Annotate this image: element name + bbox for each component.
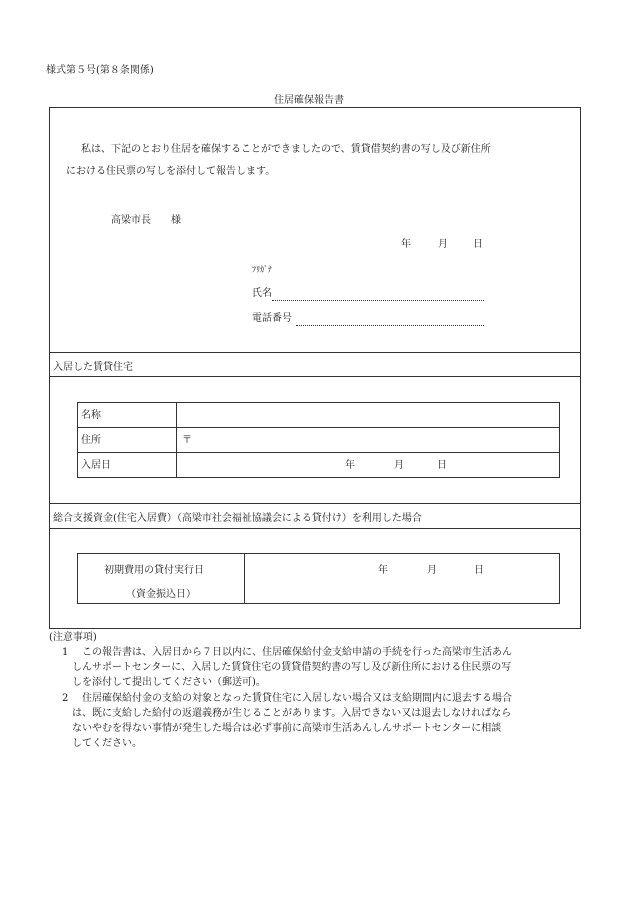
- divider: [49, 503, 581, 504]
- note-2-line-4: してください。: [72, 738, 142, 749]
- fund-day-label: 日: [474, 565, 484, 576]
- movein-year-label: 年: [345, 460, 355, 471]
- notes-heading: (注意事項): [49, 632, 97, 643]
- housing-address-label: 住所: [81, 435, 101, 446]
- note-2-number: 2: [62, 693, 69, 704]
- note-1-line-2: しんサポートセンターに、入居した賃貸住宅の賃貸借契約書の写し及び新住所における住民票の写: [72, 662, 512, 673]
- divider: [49, 376, 581, 377]
- fund-section-heading: 総合支援資金(住宅入居費）（高梁市社会福祉協議会による貸付け）を利用した場合: [53, 513, 422, 524]
- note-2-line-3: ないやむを得ない事情が発生した場合は必ず事前に高梁市生活あんしんサポートセンターに相談: [72, 723, 502, 734]
- housing-section-heading: 入居した賃貸住宅: [53, 362, 133, 373]
- movein-month-label: 月: [394, 460, 404, 471]
- note-1-number: 1: [62, 647, 69, 658]
- housing-table: [77, 402, 560, 478]
- date-year-label: 年: [401, 239, 411, 250]
- movein-date-label: 入居日: [81, 460, 111, 471]
- intro-line-2: における住民票の写しを添付して報告します。: [66, 166, 276, 177]
- phone-entry-line[interactable]: [296, 325, 484, 326]
- intro-line-1: 私は、下記のとおり住居を確保することができましたので、賃貸借契約書の写し及び新住所: [81, 144, 491, 155]
- note-2-line-1: 住居確保給付金の支給の対象となった賃貸住宅に入居しない場合又は支給期間内に退去する場合: [82, 693, 512, 704]
- table-column-divider: [244, 553, 245, 604]
- divider: [49, 352, 581, 353]
- addressee: 高梁市長 様: [111, 215, 181, 226]
- furigana-label: ﾌﾘｶﾞﾅ: [252, 265, 272, 274]
- table-row-divider: [77, 427, 560, 428]
- postal-mark: 〒: [182, 435, 192, 446]
- note-1-line-3: しを添付して提出してください（郵送可)。: [72, 677, 266, 688]
- housing-name-label: 名称: [81, 410, 101, 421]
- name-entry-line[interactable]: [272, 300, 484, 301]
- page-title: 住居確保報告書: [274, 95, 344, 106]
- table-column-divider: [176, 402, 177, 478]
- name-label: 氏名: [252, 288, 272, 299]
- table-row-divider: [77, 452, 560, 453]
- date-day-label: 日: [473, 239, 483, 250]
- note-2-line-2: は、既に支給した給付の返還義務が生じることがあります。入居できない又は退去しなければなら: [72, 708, 512, 719]
- note-1-line-1: この報告書は、入居日から７日以内に、住居確保給付金支給申請の手続を行った高梁市生活あん: [82, 647, 512, 658]
- fund-year-label: 年: [378, 565, 388, 576]
- date-month-label: 月: [438, 239, 448, 250]
- loan-execution-date-label: 初期費用の貸付実行日: [104, 565, 204, 576]
- movein-day-label: 日: [437, 460, 447, 471]
- form-number: 様式第５号(第８条関係): [46, 65, 154, 76]
- divider: [49, 528, 581, 529]
- fund-month-label: 月: [427, 565, 437, 576]
- fund-transfer-date-label: （資金振込日）: [126, 589, 196, 600]
- phone-label: 電話番号: [252, 313, 292, 324]
